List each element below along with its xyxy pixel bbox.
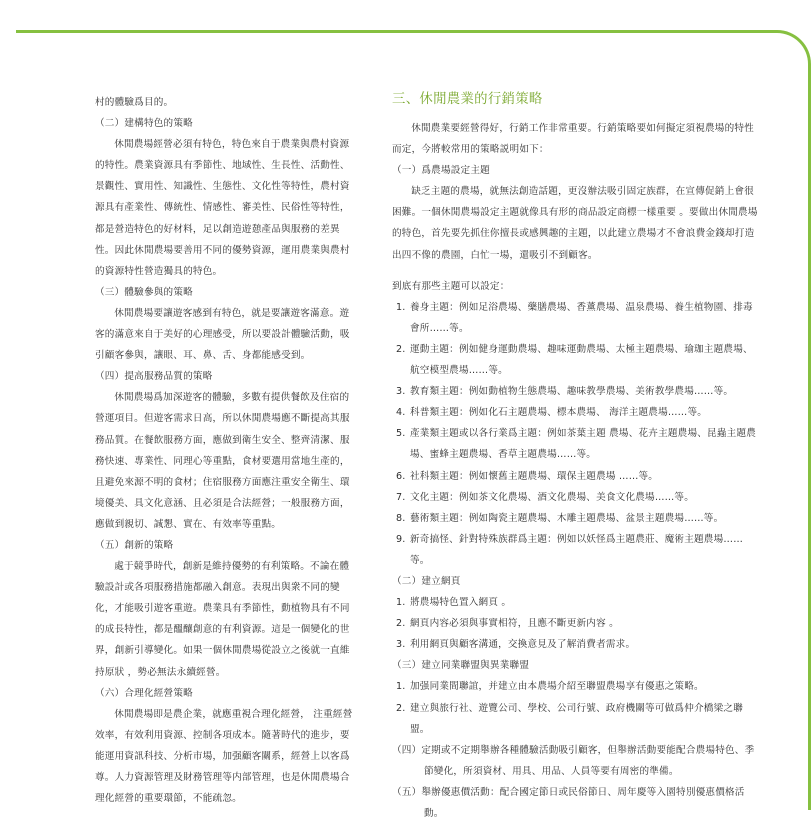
list-item-number: 7.: [396, 491, 406, 503]
intro-end: 村的體驗爲目的。: [95, 97, 174, 108]
list-item-text: 文化主題：例如茶文化農場、酒文化農場、美食文化農場……等。: [410, 491, 695, 503]
list-item: [392, 634, 760, 655]
left-section-heading: （三）體驗參與的策略: [95, 286, 193, 298]
theme-question: 到底有那些主題可以設定：: [392, 280, 510, 292]
spacer: [392, 266, 760, 276]
list-item: [392, 466, 760, 487]
list-item-text: 教育類主題：例如動植物生態農場、趣味教學農場、美術教學農場……等。: [410, 386, 734, 398]
theme-list: [392, 297, 760, 571]
list-item-number: 5.: [396, 428, 406, 440]
list-item-text: 社科類主題：例如懷舊主題農場、環保主題農場 ……等。: [410, 470, 659, 482]
list-item-text: 新奇搞怪、針對特殊族群爲主題：例如以妖怪爲主題農莊、魔術主題農場……等。: [410, 533, 743, 566]
list-item-text: 加强同業間聯誼，并建立由本農場介紹至聯盟農場享有優惠之策略。: [410, 681, 704, 693]
list-item: [392, 402, 760, 423]
list-item-number: 6.: [396, 470, 406, 482]
list-item-text: 將農場特色置入網頁 。: [410, 597, 512, 609]
alliance-heading: （三）建立同業聯盟與異業聯盟: [392, 660, 530, 672]
list-item: [392, 339, 760, 381]
list-item-number: 1.: [396, 681, 406, 693]
list-item-number: 2.: [396, 343, 406, 355]
list-item: [392, 487, 760, 508]
item-five: [392, 782, 760, 824]
intro-paragraph: 休閒農業要經營得好，行銷工作非常重要。行銷策略要如何擬定須視農場的特性而定，今將較常用的策略説明如下：: [392, 123, 754, 156]
list-item: [392, 423, 760, 465]
list-item-number: 2.: [396, 618, 406, 630]
alliance-list: [392, 676, 760, 739]
left-section-paragraph: 休閒農場要讓遊客感到有特色，就是要讓遊客滿意。遊客的滿意來自于美好的心理感受，所以要設計體驗活動，吸引顧客參與，讓眼、耳、鼻、舌、身都能感受到。: [95, 307, 350, 362]
theme-paragraph: 缺乏主題的農場，就無法創造話題，更沒辦法吸引固定族群，在宣傳促銷上會很困難。一個休閒農場設定主題就像具有形的商品設定商標一樣重要 。要做出休閒農場的特色，首先要先抓住你擅長或感興趣的主題，以此建立農場才不會浪費金錢却打造出四不像的農園，白忙一場，還吸引不到顧客。: [392, 186, 758, 261]
list-item-text: 網頁内容必須與事實相符，且應不斷更新内容 。: [410, 618, 619, 630]
item-four-label: （四）: [392, 744, 422, 756]
left-section-paragraph: 休閒農場經營必須有特色，特色來自于農業與農村資源的特性。農業資源具有季節性、地域性、生長性、活動性、景觀性、實用性、知識性、生態性、文化性等特性，農村資源具有產業性、傳統性、情感性、審美性、民俗性等特性，都是營造特色的好材料，足以創造遊憩產品與服務的差異性。因此休閒農場要善用不同的優勢資源，運用農業與農村的資源特性營造獨具的特色。: [95, 139, 350, 277]
list-item: [392, 297, 760, 339]
right-column: [392, 90, 760, 824]
left-section-paragraph: 休閒農場爲加深遊客的體驗，多數有提供餐飲及住宿的營運項目。但遊客需求日高，所以休閒農場應不斷提高其服務品質。在餐飲服務方面，應做到衛生安全、整齊清潔、服務快速、專業性、同理心等重點，食材要選用當地生產的，且避免來源不明的食材；住宿服務方面應注重安全衛生、環境優美、具文化意涵、且必須是合法經營；一般服務方面，應做到親切、誠懇、實在、有效率等重點。: [95, 392, 350, 530]
list-item-text: 產業類主題或以各行業爲主題：例如茶葉主題 農場、花卉主題農場、昆蟲主題農場、蜜蜂主題農場、香草主題農場……等。: [410, 428, 757, 461]
list-item: [392, 529, 760, 571]
list-item-number: 3.: [396, 386, 406, 398]
left-column: [95, 92, 359, 809]
list-item-text: 養身主題：例如足浴農場、藥膳農場、香薰農場、温泉農場、養生植物園、排毒會所……等。: [410, 301, 753, 334]
item-five-label: （五）: [392, 786, 422, 798]
left-section-heading: （五）創新的策略: [95, 539, 174, 551]
item-four: [392, 740, 760, 782]
list-item-text: 藝術類主題：例如陶瓷主題農場、木雕主題農場、盆景主題農場……等。: [410, 512, 724, 524]
left-section-heading: （二）建構特色的策略: [95, 118, 193, 130]
left-section-heading: （六）合理化經營策略: [95, 687, 193, 699]
web-heading: （二）建立網頁: [392, 575, 461, 587]
list-item-text: 建立與旅行社、遊覽公司、學校、公司行號、政府機關等可做爲仲介橋梁之聯盟。: [410, 702, 743, 735]
list-item: [392, 698, 760, 740]
list-item-number: 8.: [396, 512, 406, 524]
list-item-number: 3.: [396, 639, 406, 651]
list-item: [392, 676, 760, 697]
web-list: [392, 592, 760, 655]
item-five-text: 舉辦優惠價活動：配合國定節日或民俗節日、周年慶等入園特別優惠價格活動。: [421, 786, 745, 819]
list-item-number: 1.: [396, 301, 406, 313]
left-section-paragraph: 處于競爭時代，創新是維持優勢的有利策略。不論在體驗設計或各項服務措施都融入創意。表現出與衆不同的變化，才能吸引遊客重遊。農業具有季節性，動植物具有不同的成長特性，都是醞釀創意的有利資源。這是一個變化的世界，創新引導變化。如果一個休閒農場從設立之後就一直維持原狀 ，勢必無法永續經營。: [95, 561, 350, 678]
left-section-paragraph: 休閒農場即是農企業，就應重視合理化經營， 注重經營效率，有效利用資源、控制各項成本。隨著時代的進步，要能運用資訊科技、分析市場，加强顧客關系，經營上以客爲尊。人力資源管理及財務管理等内部管理，也是休閒農場合理化經營的重要環節，不能疏忽。: [95, 708, 353, 805]
section-title: 三、休閒農業的行銷策略: [392, 92, 543, 107]
left-section-heading: （四）提高服務品質的策略: [95, 371, 213, 383]
list-item-text: 運動主題：例如健身運動農場、趣味運動農場、太極主題農場、瑜珈主題農場、航空模型農場……等。: [410, 343, 753, 377]
theme-heading: （一）爲農場設定主題: [392, 165, 490, 177]
item-four-text: 定期或不定期舉辦各種體驗活動吸引顧客，但舉辦活動要能配合農場特色、季節變化，所須資材、用具、用品、人員等要有周密的準備。: [421, 744, 755, 777]
list-item-number: 1.: [396, 597, 406, 609]
list-item: [392, 613, 760, 634]
list-item-text: 利用網頁與顧客溝通，交換意見及了解消費者需求。: [410, 639, 636, 651]
list-item: [392, 381, 760, 402]
left-sections: [95, 113, 359, 809]
list-item-number: 2.: [396, 702, 406, 714]
list-item-number: 9.: [396, 533, 406, 545]
list-item: [392, 592, 760, 613]
list-item-number: 4.: [396, 407, 406, 419]
list-item-text: 科普類主題：例如化石主題農場、標本農場、 海洋主題農場……等。: [410, 407, 708, 419]
list-item: [392, 508, 760, 529]
